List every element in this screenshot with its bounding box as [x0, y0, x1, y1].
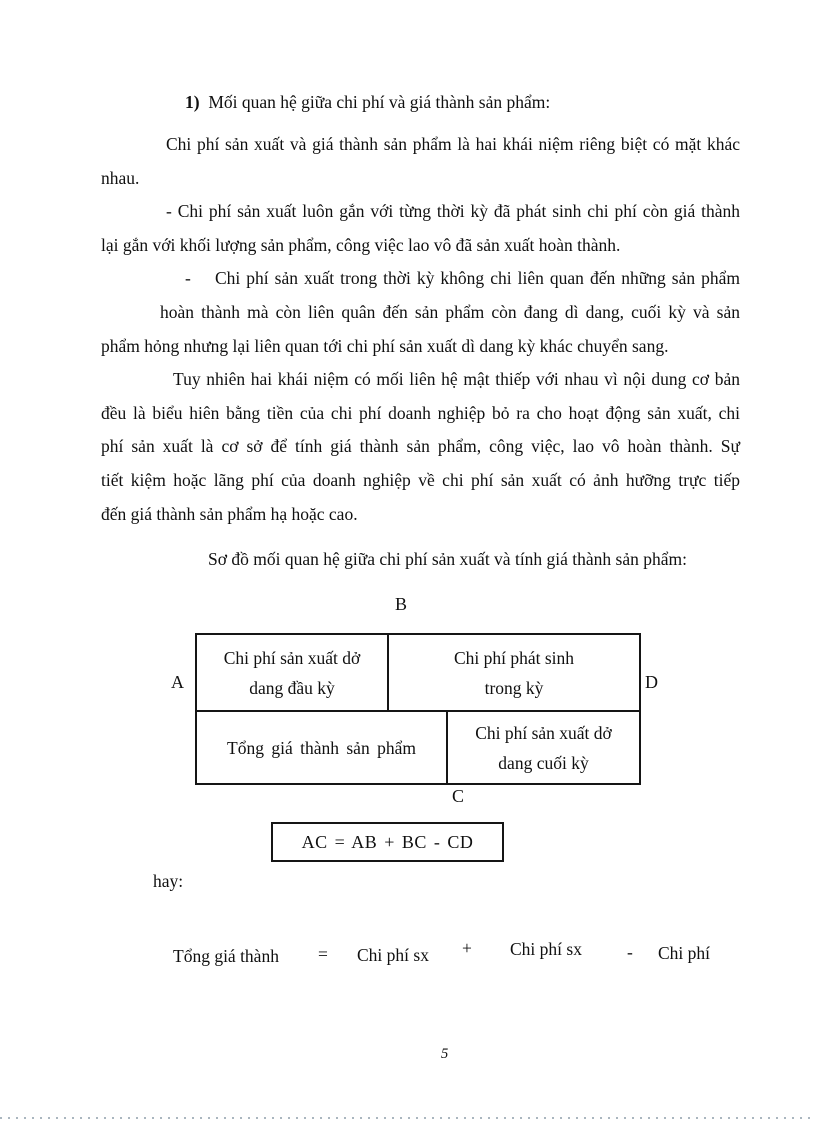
text-line: - Chi phí sản xuất trong thời kỳ không chi liên quan đến những sản phẩm — [185, 268, 740, 289]
equation-term-cost-sx-2: Chi phí sx — [510, 939, 582, 959]
text-line: hoàn thành mà còn liên quân đến sản phẩm còn đang dì dang, cuối kỳ và sản — [160, 301, 740, 322]
equation-operator-minus: - — [627, 942, 633, 962]
page-number: 5 — [441, 1046, 449, 1062]
diagram-label-d: D — [645, 672, 658, 692]
schema-table-row-top — [197, 635, 639, 712]
cell-text: trong kỳ — [484, 677, 544, 698]
diagram-label-b: B — [395, 594, 408, 614]
schema-table — [195, 633, 641, 785]
cell-text: Tổng giá thành sản phẩm — [227, 737, 416, 758]
cell-text: Chi phí sản xuất dở — [223, 647, 361, 668]
equation-term-total-cost: Tổng giá thành — [173, 946, 279, 966]
section-heading — [101, 86, 740, 120]
cell-text: dang cuối kỳ — [498, 752, 589, 773]
formula-text: AC = AB + BC - CD — [301, 831, 474, 852]
cell-total-product-cost — [197, 712, 448, 783]
text-line: tiết kiệm hoặc lãng phí của doanh nghiệp về chi phí sản xuất có ảnh hưỡng trực tiếp — [101, 469, 740, 490]
equation-term-cost-sx-1: Chi phí sx — [357, 945, 429, 965]
text-line: đều là biểu hiên bằng tiền của chi phí doanh nghiệp bỏ ra cho hoạt động sản xuất, chi — [101, 402, 740, 423]
text-line: Chi phí sản xuất và giá thành sản phẩm là hai khái niệm riêng biệt có mặt khác — [166, 133, 740, 154]
body-text — [101, 86, 740, 577]
text-line: đến giá thành sản phẩm hạ hoặc cao. — [101, 503, 358, 524]
cell-costs-incurred-in-period — [389, 635, 639, 710]
hay-label: hay: — [153, 871, 184, 891]
heading-number: 1) — [185, 92, 200, 112]
schema-table-row-bottom — [197, 712, 639, 783]
cell-text: Chi phí phát sinh — [453, 647, 575, 668]
cell-opening-wip-cost — [197, 635, 389, 710]
text-line: nhau. — [101, 167, 140, 188]
cell-text: Chi phí sản xuất dở — [475, 722, 612, 743]
equation-operator-plus: + — [462, 938, 472, 958]
cell-closing-wip-cost — [448, 712, 639, 783]
equation-operator-equals: = — [318, 944, 328, 964]
text-line: phẩm hỏng nhưng lại liên quan tới chi phí sản xuất dì dang kỳ khác chuyển sang. — [101, 335, 669, 356]
text-line: Tuy nhiên hai khái niệm có mối liên hệ mật thiếp với nhau vì nội dung cơ bản — [173, 369, 740, 390]
equation-term-cost: Chi phí — [658, 943, 711, 963]
diagram-caption: Sơ đồ mối quan hệ giữa chi phí sản xuất và tính giá thành sản phẩm: — [208, 549, 688, 570]
formula-box — [271, 822, 504, 862]
cell-text: dang đầu kỳ — [249, 677, 335, 698]
diagram-label-a: A — [171, 672, 184, 692]
diagram-label-c: C — [452, 786, 465, 806]
text-line: - Chi phí sản xuất luôn gắn với từng thời kỳ đã phát sinh chi phí còn giá thành — [166, 201, 740, 222]
page-bottom-dotted-border — [0, 1117, 816, 1119]
heading-text: Mối quan hệ giữa chi phí và giá thành sản phẩm: — [199, 92, 551, 112]
text-line: phí sản xuất là cơ sở để tính giá thành sản phẩm, công việc, lao vô hoàn thành. Sự — [101, 436, 740, 457]
text-line: lại gắn với khối lượng sản phẩm, công việc lao vô đã sản xuất hoàn thành. — [101, 234, 621, 255]
